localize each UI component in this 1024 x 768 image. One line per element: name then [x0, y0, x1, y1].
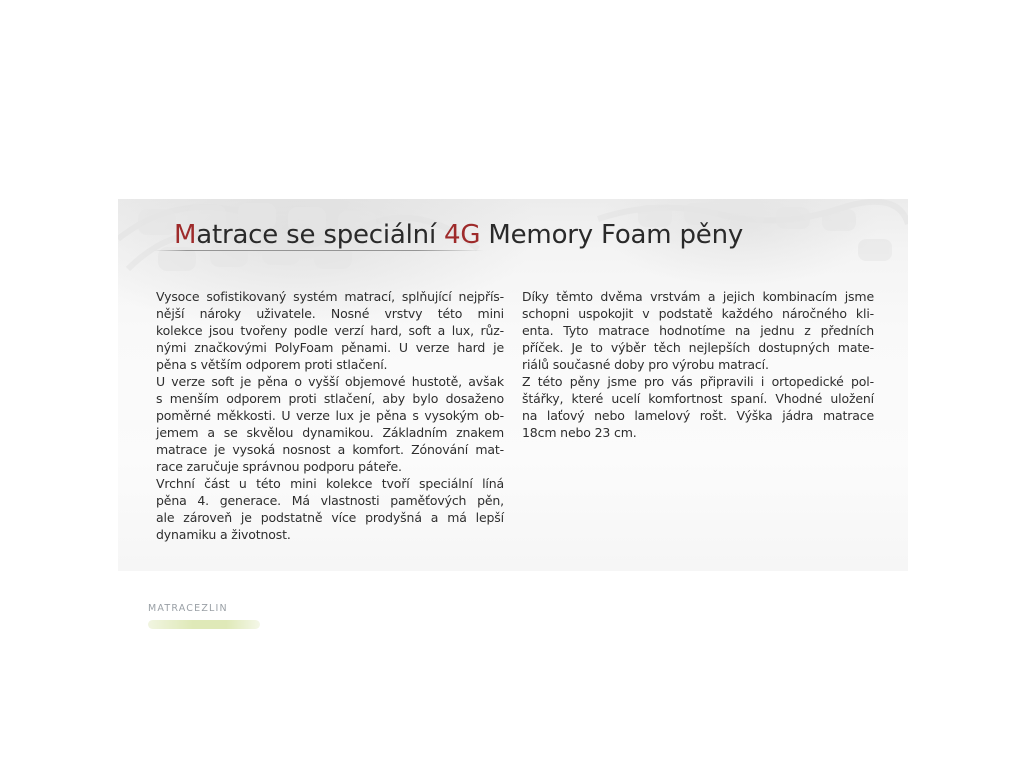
logo-swoosh — [148, 620, 260, 629]
title-first-letter: M — [174, 220, 197, 250]
text-line: race zaručuje správnou podporu páteře. — [156, 459, 402, 474]
product-banner — [118, 199, 908, 571]
text-line: na laťový nebo lamelový rošt. Výška jádra matrace — [522, 408, 874, 423]
text-line: nými značkovými PolyFoam pěnami. U verze hard je — [156, 340, 504, 355]
text-line: dynamiku a životnost. — [156, 527, 291, 542]
text-line: s menším odporem proti stlačení, aby bylo dosaženo — [156, 391, 504, 406]
text-line: 18cm nebo 23 cm. — [522, 425, 637, 440]
text-line: nější nároky uživatele. Nosné vrstvy této mini — [156, 306, 504, 321]
text-line: Vrchní část u této mini kolekce tvoří speciální líná — [156, 476, 504, 491]
text-line: matrace je vysoká nosnost a komfort. Zónování mat- — [156, 442, 504, 457]
page-title — [174, 219, 743, 251]
text-line: U verze soft je pěna o vyšší objemové hustotě, avšak — [156, 374, 504, 389]
text-line: enta. Tyto matrace hodnotíme na jednu z předních — [522, 323, 874, 338]
right-text-column — [522, 288, 874, 441]
text-line: jemem a se skvělou dynamikou. Základním znakem — [156, 425, 504, 440]
text-line: pěna 4. generace. Má vlastnosti paměťových pěn, — [156, 493, 504, 508]
text-line: schopni uspokojit v podstatě každého náročného kli- — [522, 306, 874, 321]
title-accent-4g: 4G — [444, 220, 481, 250]
text-line: Díky těmto dvěma vrstvám a jejich kombinacím jsme — [522, 289, 874, 304]
text-line: riálů současné doby pro výrobu matrací. — [522, 357, 769, 372]
text-line: kolekce jsou tvořeny podle verzí hard, soft a lux, růz- — [156, 323, 504, 338]
text-line: pěna s větším odporem proti stlačení. — [156, 357, 388, 372]
title-text-part2: Memory Foam pěny — [480, 220, 744, 250]
text-line: příček. Je to výběr těch nejlepších dostupných mate- — [522, 340, 874, 355]
text-line: poměrné měkkosti. U verze lux je pěna s vysokým ob- — [156, 408, 504, 423]
logo-text: MATRACEZLIN — [148, 603, 228, 614]
title-underline — [154, 250, 484, 251]
text-line: štářky, které ucelí komfortnost spaní. Vhodné uložení — [522, 391, 874, 406]
text-line: Vysoce sofistikovaný systém matrací, splňující nejpřís- — [156, 289, 504, 304]
text-line: ale zároveň je podstatně více prodyšná a má lepší — [156, 510, 504, 525]
matracezlin-logo — [146, 598, 264, 634]
title-text-part1: atrace se speciální — [196, 220, 445, 250]
left-text-column — [156, 288, 504, 543]
text-line: Z této pěny jsme pro vás připravili i ortopedické pol- — [522, 374, 874, 389]
